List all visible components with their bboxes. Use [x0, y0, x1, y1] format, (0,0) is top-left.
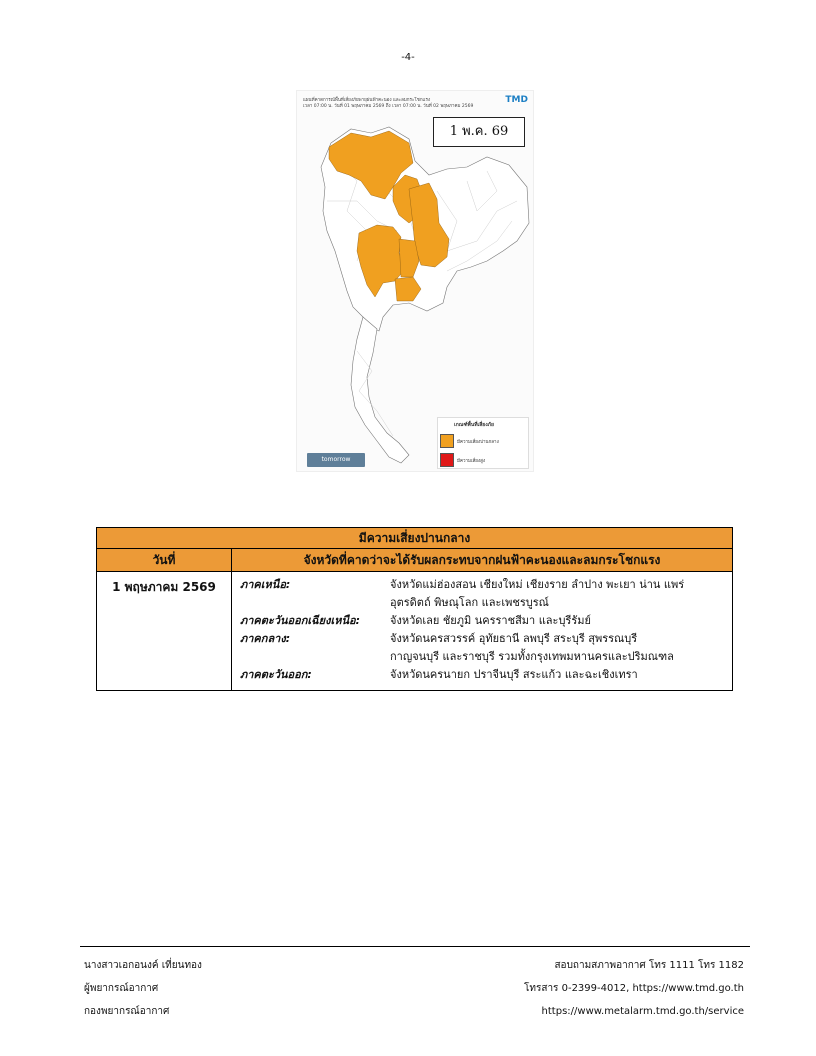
region-north: [240, 576, 726, 612]
tmd-logo-text: TMD: [505, 95, 528, 105]
tomorrow-watermark: tomorrow: [307, 453, 365, 467]
region-northeast: [240, 612, 726, 630]
province-line: อุตรดิตถ์ พิษณุโลก และเพชรบูรณ์: [390, 596, 549, 609]
region-provinces: [390, 612, 726, 630]
region-name: ภาคกลาง:: [240, 632, 291, 645]
contact-phone: สอบถามสภาพอากาศ โทร 1111 โทร 1182: [554, 960, 744, 971]
map-title: [303, 98, 493, 110]
col-header-date: วันที่: [97, 549, 232, 572]
author-position: ผู้พยากรณ์อากาศ: [84, 983, 159, 994]
contact-fax-link[interactable]: โทรสาร 0-2399-4012, https://www.tmd.go.th: [524, 983, 744, 994]
legend-item-medium: [440, 434, 528, 448]
tmd-logo: [505, 95, 528, 105]
contact-service-link[interactable]: https://www.metalarm.tmd.go.th/service: [541, 1006, 744, 1017]
region-name: ภาคตะวันออกเฉียงเหนือ:: [240, 614, 361, 627]
row-date: 1 พฤษภาคม 2569: [97, 572, 232, 691]
page-number: -4-: [401, 52, 415, 63]
region-provinces: [390, 576, 726, 612]
map-date-label: 1 พ.ค. 69: [433, 117, 525, 147]
map-legend: [437, 417, 529, 469]
table-row: [97, 572, 733, 691]
region-name: ภาคเหนือ:: [240, 578, 291, 591]
region-name: ภาคตะวันออก:: [240, 668, 312, 681]
row-regions: [232, 572, 733, 691]
map-title-line-2: เวลา 07:00 น. วันที่ 01 พฤษภาคม 2569 ถึง เวลา 07:00 น. วันที่ 02 พฤษภาคม 2569: [303, 104, 474, 109]
footer-contact: [524, 954, 744, 1023]
footer-author: [84, 954, 202, 1023]
province-line: จังหวัดนครนายก ปราจีนบุรี สระแก้ว และฉะเชิงเทรา: [390, 668, 638, 681]
province-line: จังหวัดนครสวรรค์ อุทัยธานี ลพบุรี สระบุรี สุพรรณบุรี: [390, 632, 638, 645]
table-title: มีความเสี่ยงปานกลาง: [97, 528, 733, 549]
region-provinces: [390, 630, 726, 666]
legend-swatch-medium: [440, 434, 454, 448]
region-east: [240, 666, 726, 684]
author-division: กองพยากรณ์อากาศ: [84, 1006, 170, 1017]
map-title-line-1: แผนที่คาดการณ์พื้นที่เสี่ยงภัยพายุฝนฟ้าคะนอง และลมกระโชกแรง: [303, 98, 431, 103]
region-provinces: [390, 666, 726, 684]
province-line: จังหวัดแม่ฮ่องสอน เชียงใหม่ เชียงราย ลำปาง พะเยา น่าน แพร่: [390, 578, 685, 591]
province-line: กาญจนบุรี และราชบุรี รวมทั้งกรุงเทพมหานครและปริมณฑล: [390, 650, 674, 663]
risk-map: [296, 90, 534, 472]
province-line: จังหวัดเลย ชัยภูมิ นครราชสีมา และบุรีรัมย์: [390, 614, 591, 627]
legend-title: เกณฑ์พื้นที่เสี่ยงภัย: [454, 422, 494, 428]
thailand-map: [297, 91, 533, 471]
legend-item-high: [440, 453, 528, 467]
footer-divider: [80, 946, 750, 947]
legend-label-medium: มีความเสี่ยงปานกลาง: [457, 439, 499, 445]
region-central: [240, 630, 726, 666]
author-name: นางสาวเอกอนงค์ เที่ยนทอง: [84, 960, 202, 971]
col-header-provinces: จังหวัดที่คาดว่าจะได้รับผลกระทบจากฝนฟ้าคะนองและลมกระโชกแรง: [232, 549, 733, 572]
legend-swatch-high: [440, 453, 454, 467]
legend-label-high: มีความเสี่ยงสูง: [457, 458, 486, 464]
risk-table: [96, 527, 733, 691]
